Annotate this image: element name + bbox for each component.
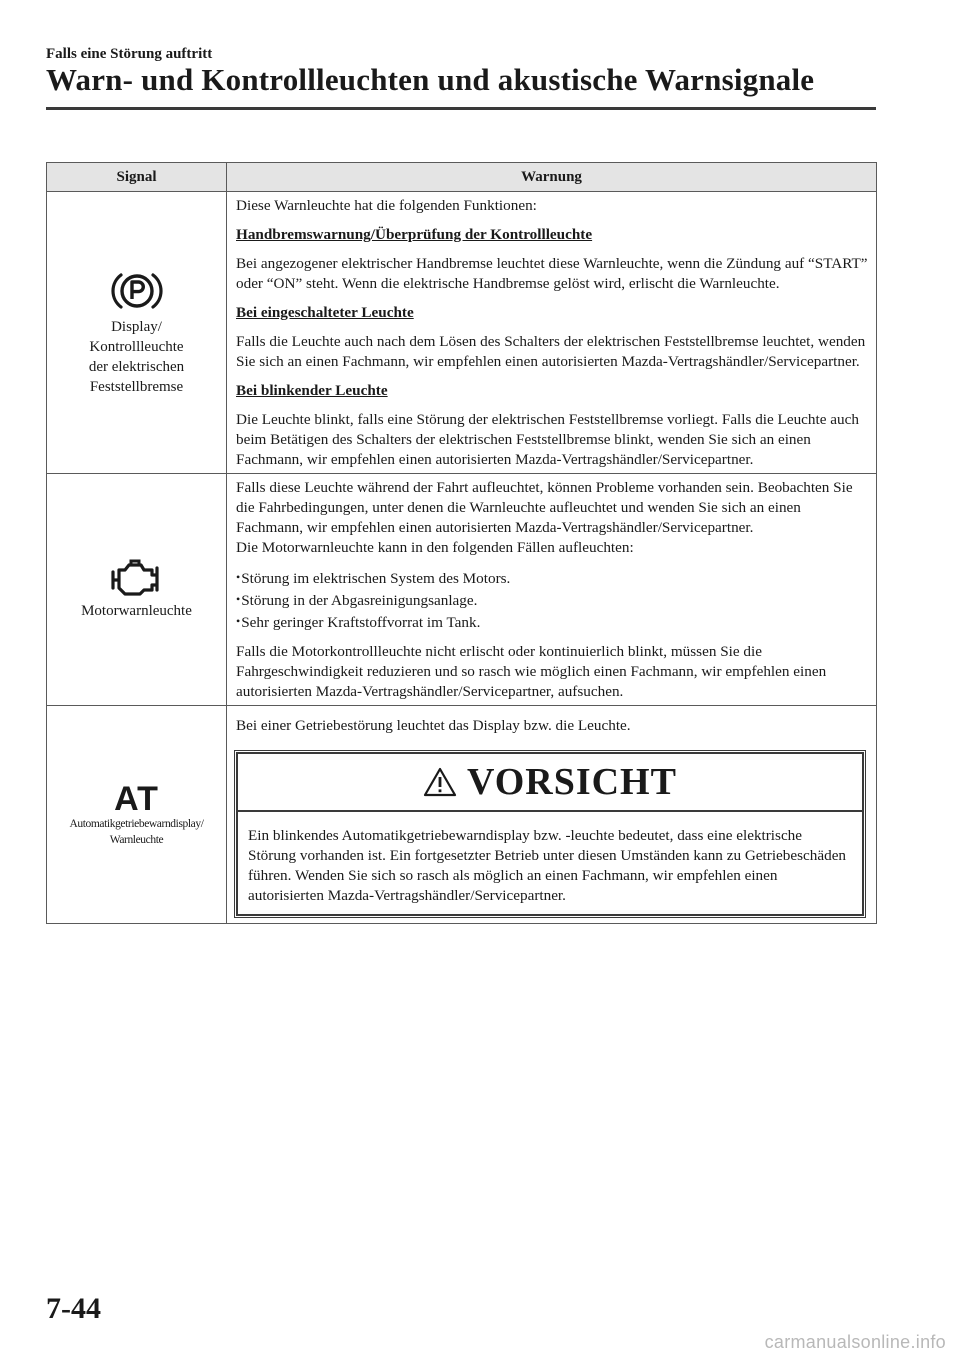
caution-box <box>236 752 864 916</box>
caution-text: Ein blinkendes Automatikgetriebewarndisplay bzw. -leuchte bedeutet, dass eine elektrische Störung vorhanden ist. Ein fortgesetzter Betrieb unter diesen Umständen kann zu Getriebeschäden führen. Wenden Sie sich so rasch als möglich an einen Fachmann, wir empfehlen einen autorisierten Mazda-Vertragshändler/Servicepartner. <box>248 827 847 904</box>
warning-intro: Bei einer Getriebestörung leuchtet das Display bzw. die Leuchte. <box>236 717 631 734</box>
list-item: •Sehr geringer Kraftstoffvorrat im Tank. <box>236 614 481 631</box>
engine-warning-icon <box>108 559 166 597</box>
signal-cell <box>47 706 227 924</box>
list-item: •Störung in der Abgasreinigungsanlage. <box>236 592 478 609</box>
warning-intro: Falls diese Leuchte während der Fahrt aufleuchtet, können Probleme vorhanden sein. Beobachten Sie die Fahrbedingungen, unter denen die Warnleuchte aufleuchtet und wenden Sie sich an einen Fachmann, wir empfehlen einen autorisierten Mazda-Vertragshändler/Servicepartner. <box>236 479 853 536</box>
table-row <box>47 474 877 706</box>
warning-cell <box>227 706 877 924</box>
section-text: Bei angezogener elektrischer Handbremse leuchtet diese Warnleuchte, wenn die Zündung auf “START” oder “ON” steht. Wenn die elektrische Handbremse gelöst wird, erlischt die Warnleuchte. <box>236 255 868 292</box>
cause-list <box>236 567 868 633</box>
section-text: Die Leuchte blinkt, falls eine Störung der elektrischen Feststellbremse vorliegt. Falls die Leuchte auch beim Betätigen des Schalters der elektrischen Feststellbremse blinkt, wenden Sie sich an einen Fachmann, wir empfehlen einen autorisierten Mazda-Vertragshändler/Servicepartner. <box>236 411 859 468</box>
section-heading: Handbremswarnung/Überprüfung der Kontrollleuchte <box>236 226 593 243</box>
warning-cell <box>227 474 877 706</box>
warning-table <box>46 162 877 924</box>
page-title: Warn- und Kontrollleuchten und akustische Warnsignale <box>46 62 815 97</box>
signal-cell <box>47 192 227 474</box>
section-label: Falls eine Störung auftritt <box>46 46 213 62</box>
column-header-warning: Warnung <box>227 163 877 192</box>
title-rule <box>46 107 876 110</box>
warning-triangle-icon <box>423 767 457 797</box>
table-header-row <box>47 163 877 192</box>
column-header-signal: Signal <box>47 163 227 192</box>
signal-cell <box>47 474 227 706</box>
list-item: •Störung im elektrischen System des Motors. <box>236 570 511 587</box>
signal-label: Automatikgetriebewarndisplay/ Warnleuchte <box>69 817 204 846</box>
section-text: Falls die Leuchte auch nach dem Lösen des Schalters der elektrischen Feststellbremse leuchtet, wenden Sie sich an einen Fachmann, wir empfehlen einen autorisierten Mazda-Vertragshändler/Servicepartner. <box>236 333 866 370</box>
at-warning-icon: AT <box>114 779 159 818</box>
warning-intro: Diese Warnleuchte hat die folgenden Funktionen: <box>236 197 537 214</box>
caution-header <box>238 754 862 812</box>
warning-cell <box>227 192 877 474</box>
parking-brake-icon <box>107 269 167 313</box>
section-heading: Bei eingeschalteter Leuchte <box>236 304 414 321</box>
signal-label: Motorwarnleuchte <box>81 602 192 619</box>
table-row <box>47 706 877 924</box>
signal-label: Display/ Kontrollleuchte der elektrischen Feststellbremse <box>88 318 185 395</box>
warning-closing: Falls die Motorkontrollleuchte nicht erlischt oder kontinuierlich blinkt, müssen Sie die Fahrgeschwindigkeit reduzieren und so rasch wie möglich einen Fachmann, wir empfehlen einen autorisierten Mazda-Vertragshändler/Servicepartner, aufsuchen. <box>236 643 827 700</box>
watermark: carmanualsonline.info <box>764 1332 946 1352</box>
section-heading: Bei blinkender Leuchte <box>236 382 388 399</box>
caution-title: VORSICHT <box>467 761 677 803</box>
page-number: 7-44 <box>46 1292 101 1325</box>
table-row <box>47 192 877 474</box>
warning-intro-2: Die Motorwarnleuchte kann in den folgenden Fällen aufleuchten: <box>236 539 634 556</box>
